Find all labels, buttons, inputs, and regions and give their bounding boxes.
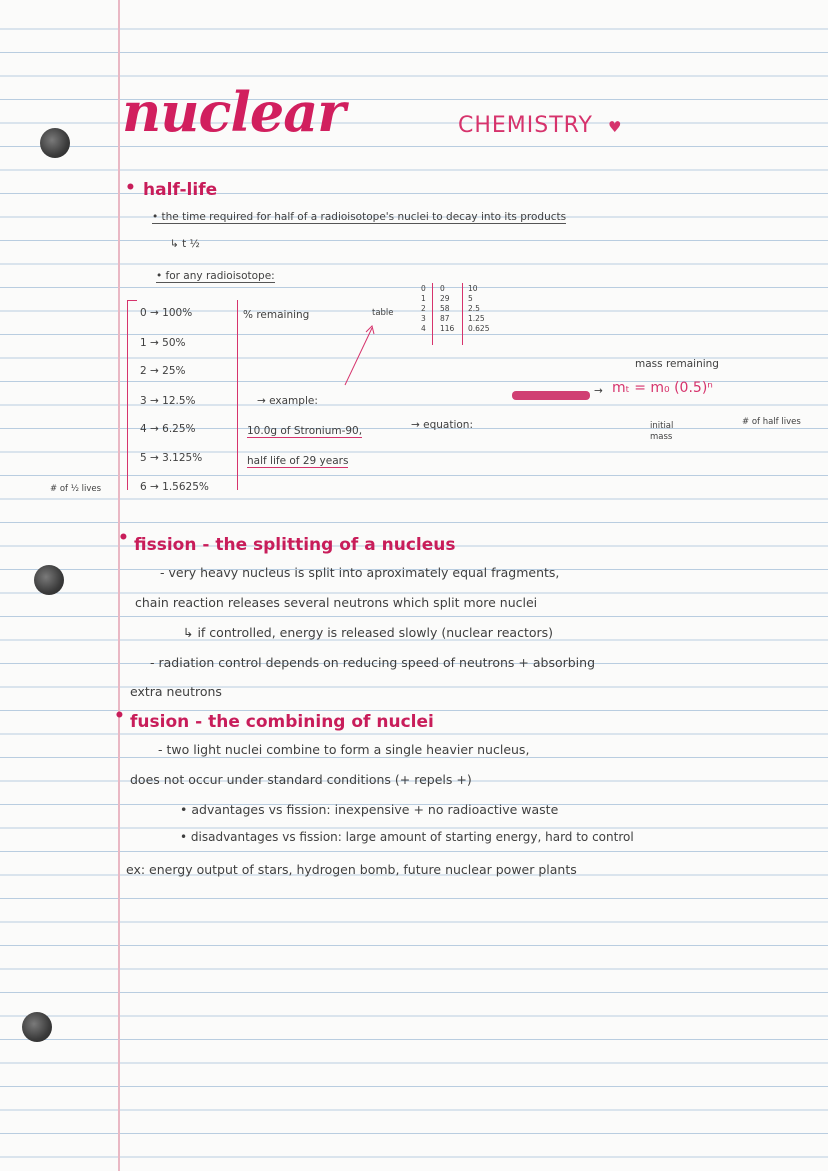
arrow-to-table-icon	[340, 320, 420, 390]
halflife-row-6: 6 → 1.5625%	[140, 481, 209, 493]
halflife-symbol: ↳ t ½	[170, 238, 200, 250]
fission-line-4: - radiation control depends on reducing speed of neutrons + absorbing	[150, 655, 596, 670]
fusion-advantages: • advantages vs fission: inexpensive + no radioactive waste	[180, 802, 559, 817]
any-radioisotope: • for any radioisotope:	[156, 270, 275, 282]
small-table-col2: 0 29 58 87 116	[440, 284, 455, 333]
fission-bullet: •	[118, 528, 129, 548]
fission-line-2: chain reaction releases several neutrons which split more nuclei	[135, 595, 538, 610]
small-table-col1: 0 1 2 3 4	[421, 284, 426, 333]
bracket-top	[127, 300, 137, 301]
table-label: table	[372, 308, 394, 318]
percent-remaining-label: % remaining	[243, 309, 310, 321]
page-title: nuclear	[122, 80, 345, 144]
heart-icon: ♥	[608, 118, 622, 136]
fission-line-1: - very heavy nucleus is split into aproximately equal fragments,	[160, 565, 560, 580]
halflife-definition: • the time required for half of a radioisotope's nuclei to decay into its products	[152, 211, 567, 223]
halflife-heading: half-life	[143, 180, 218, 200]
halflife-row-4: 4 → 6.25%	[140, 423, 196, 435]
fission-line-5: extra neutrons	[130, 684, 222, 699]
equation-label: → equation:	[411, 419, 474, 431]
binder-hole-middle	[34, 565, 64, 595]
fusion-disadvantages: • disadvantages vs fission: large amount of starting energy, hard to control	[180, 830, 634, 844]
small-table-col3: 10 5 2.5 1.25 0.625	[468, 284, 490, 333]
example-mass: 10.0g of Stronium-90,	[247, 425, 363, 437]
formula-arrow: →	[594, 385, 603, 397]
binder-hole-top	[40, 128, 70, 158]
halflife-bullet: •	[125, 178, 136, 198]
fusion-line-1: - two light nuclei combine to form a single heavier nucleus,	[158, 742, 530, 757]
decay-formula: mₜ = m₀ (0.5)ⁿ	[612, 380, 713, 396]
fusion-examples: ex: energy output of stars, hydrogen bomb, future nuclear power plants	[126, 862, 577, 877]
bracket-right	[237, 300, 238, 490]
small-table-divider-1	[432, 283, 433, 345]
fusion-heading: fusion - the combining of nuclei	[130, 712, 434, 732]
half-lives-label: # of ½ lives	[50, 484, 102, 494]
halflife-row-2: 2 → 25%	[140, 365, 186, 377]
page-subtitle: CHEMISTRY	[458, 113, 593, 138]
halflife-row-3: 3 → 12.5%	[140, 395, 196, 407]
margin-line	[118, 0, 120, 1171]
halflife-row-5: 5 → 3.125%	[140, 452, 203, 464]
fusion-bullet: •	[114, 706, 125, 726]
half-lives-count-label: # of half lives	[742, 417, 801, 427]
initial-mass-label: initial mass	[650, 421, 674, 442]
halflife-row-1: 1 → 50%	[140, 337, 186, 349]
fission-line-3: ↳ if controlled, energy is released slowly (nuclear reactors)	[183, 625, 554, 640]
small-table-divider-2	[462, 283, 463, 345]
bracket-left	[127, 300, 128, 490]
halflife-row-0: 0 → 100%	[140, 307, 193, 319]
binder-hole-bottom	[22, 1012, 52, 1042]
example-label: → example:	[257, 395, 318, 407]
scribbled-out-text	[512, 391, 590, 400]
fusion-line-2: does not occur under standard conditions (+ repels +)	[130, 772, 472, 787]
mass-remaining-label: mass remaining	[635, 358, 719, 370]
fission-heading: fission - the splitting of a nucleus	[134, 535, 456, 555]
example-half-life: half life of 29 years	[247, 455, 349, 467]
